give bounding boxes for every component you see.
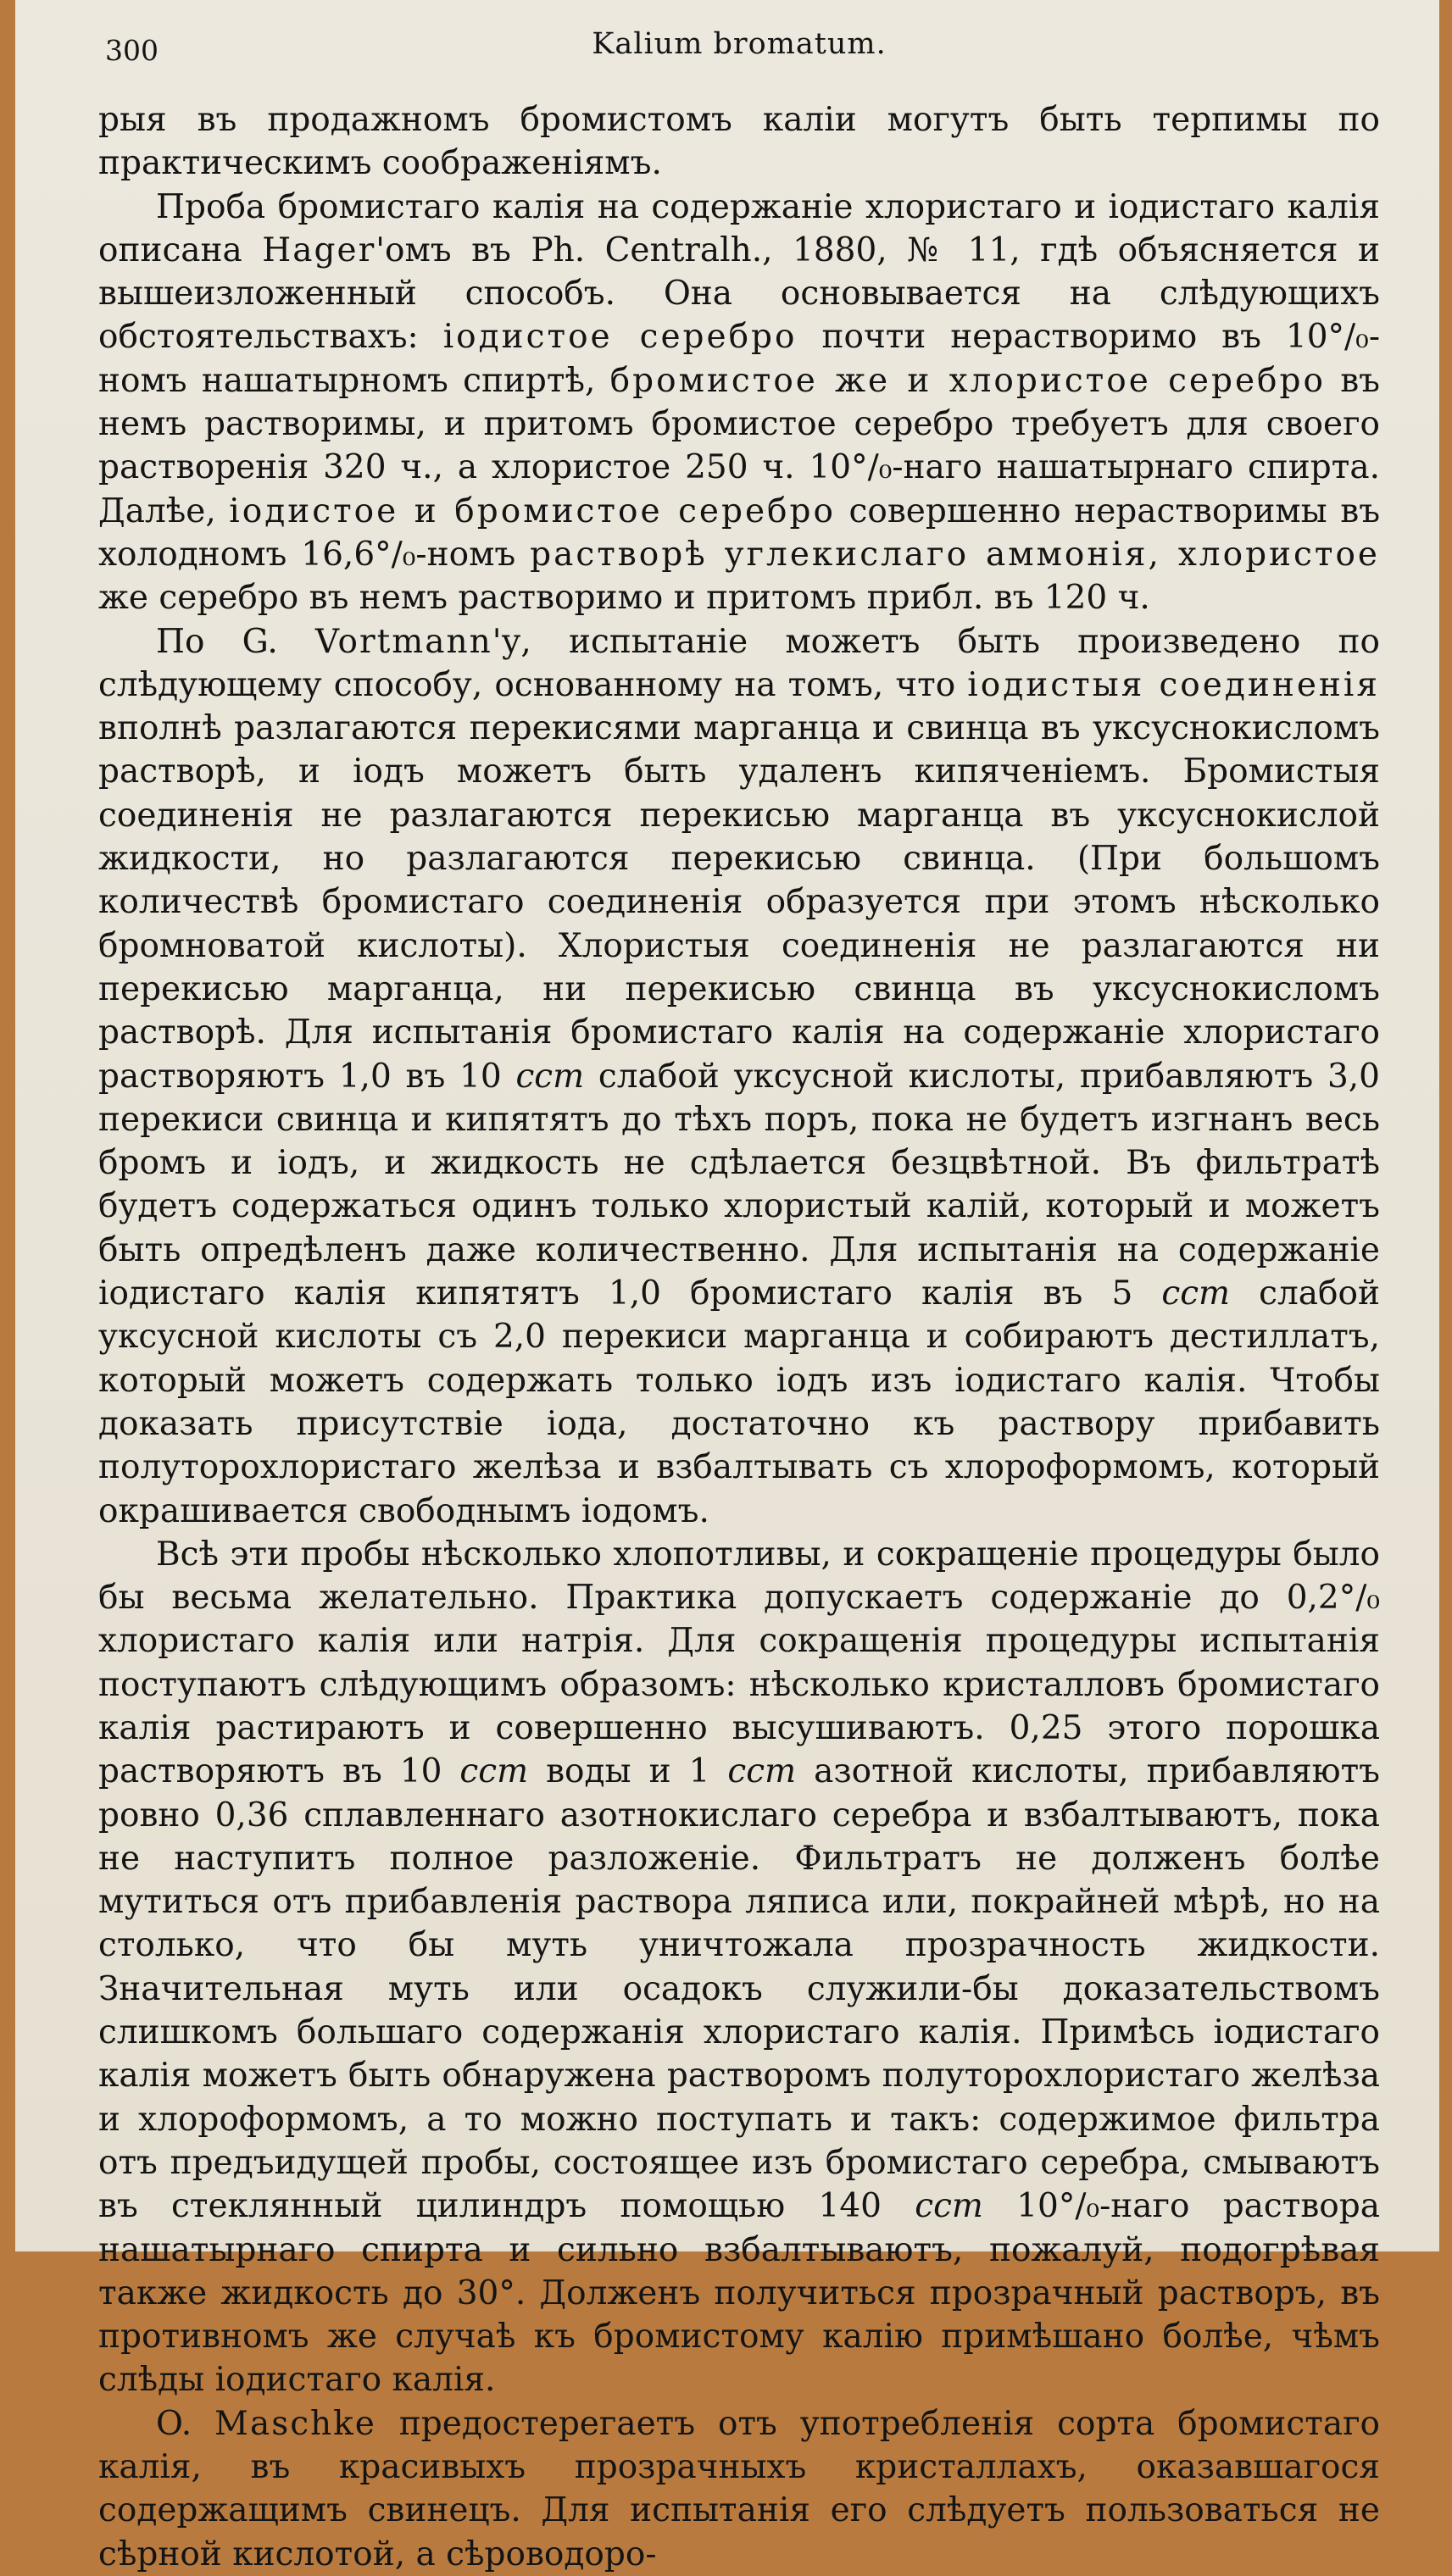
text-run: вполнѣ разлагаются перекисями марганца и свинца въ уксуснокисломъ растворѣ, и іодъ можетъ быть удаленъ кипяченіемъ. Бромистыя соединенія не разлагаются перекисью марганца въ уксуснокислой жидкости, но разлагаются перекисью свинца. (При большомъ количествѣ бромистаго соединенія образуется при этомъ нѣсколько бромноватой кислоты). Хлористыя соединенія не разлагаются ни перекисью марганца, ни перекисью свинца въ уксуснокисломъ растворѣ. Для испытанія бромистаго калія на содержаніе хлористаго растворяютъ 1,0 въ 10 [98,709,1380,1096]
text-run: Проба бромистаго калія на содержаніе хлористаго и іодистаго калія описана [98,187,1380,269]
text-run: слабой уксусной кислоты съ 2,0 перекиси марганца и собираютъ дестиллатъ, который можетъ содержать только іодъ изъ іодистаго калія. Чтобы доказать присутствіе іода, достаточно къ раствору прибавить полуторохлористаго желѣза и взбалтывать съ хлороформомъ, который окрашивается свободнымъ іодомъ. [98,1274,1380,1530]
text-spaced: іодистое серебро [442,318,798,357]
text-run: Всѣ эти пробы нѣсколько хлопотливы, и сокращеніе процедуры было бы весьма желательно. Практика допускаетъ содержаніе до 0,2°/₀ хлористаго калія или натрія. Для сокращенія процедуры испытанія поступаютъ слѣдующимъ образомъ: нѣсколько кристалловъ бромистаго калія растираютъ и совершенно высушиваютъ. 0,25 этого порошка растворяютъ въ 10 [98,1535,1380,1791]
paragraph [98,2402,1380,2576]
text-run: же серебро въ немъ растворимо и притомъ прибл. въ 120 ч. [98,579,1150,618]
text-spaced: іодистое и бромистое серебро [229,491,836,530]
text-run: азотной кислоты, прибавляютъ ровно 0,36 сплавленнаго азотнокислаго серебра и взбалтываютъ, пока не наступитъ полное разложеніе. Фильтратъ не долженъ болѣе мутиться отъ прибавленія раствора ляписа или, покрайней мѣрѣ, но на столько, что бы муть уничтожала прозрачность жидкости. Значительная муть или осадокъ служили-бы доказательствомъ слишкомъ большаго содержанія хлористаго калія. Примѣсь іодистаго калія можетъ быть обнаружена растворомъ полуторохлористаго желѣза и хлороформомъ, а то можно поступать и такъ: содержимое фильтра отъ предъидущей пробы, состоящее изъ бромистаго серебра, смываютъ въ стеклянный цилиндръ помощью 140 [98,1752,1380,2226]
paragraph [98,186,1380,620]
text-it: ccm [1161,1274,1231,1313]
text-name: Vortmann [314,622,492,661]
text-spaced: іодистыя соединенія [967,665,1380,704]
text-run: 'у, испытаніе можетъ быть произведено по слѣдующему способу, основанному на томъ, что [98,622,1380,704]
paragraph [98,620,1380,1533]
paragraph [98,1533,1380,2402]
page-header [98,24,1380,73]
text-run: совершенно нерастворимы въ холодномъ 16,6°/₀-номъ [98,491,1381,574]
text-spaced: бромистое же и хлористое серебро [609,361,1326,400]
body-text [98,98,1380,2576]
running-title: Kalium bromatum. [592,27,887,61]
paragraph [98,98,1380,186]
page-number: 300 [105,34,159,67]
text-run: слабой уксусной кислоты, прибавляютъ 3,0 перекиси свинца и кипятятъ до тѣхъ поръ, пока не будетъ изгнанъ весь бромъ и іодъ, и жидкость не сдѣлается безцвѣтной. Въ фильтратѣ будетъ содержаться одинъ только хлористый калій, который и можетъ быть опредѣленъ даже количественно. Для испытанія на содержаніе іодистаго калія кипятятъ 1,0 бромистаго калія въ 5 [98,1057,1380,1313]
text-run: почти нерастворимо въ 10°/₀-номъ нашатырномъ спиртѣ, [98,318,1380,400]
text-run: въ немъ растворимы, и притомъ бромистое серебро требуетъ для своего растворенія 320 ч., а хлористое 250 ч. 10°/₀-наго нашатырнаго спирта. Далѣе, [98,361,1380,530]
text-name: Hager [262,230,376,269]
text-spaced: растворѣ углекислаго аммонія, хлористое [530,535,1380,574]
text-run: 'омъ въ Ph. Centralh., 1880, № 11, гдѣ объясняется и вышеизложенный способъ. Она основывается на слѣдующихъ обстоятельствахъ: [98,230,1381,357]
text-it: ccm [459,1752,529,1791]
book-page [15,0,1439,2573]
text-run: рыя въ продажномъ бромистомъ каліи могутъ быть терпимы по практическимъ соображеніямъ. [98,101,1380,183]
text-it: ccm [515,1057,585,1096]
text-name: Maschke [214,2404,376,2443]
text-run: По G. [156,622,315,661]
text-it: ccm [727,1752,797,1791]
text-run: 10°/₀-наго раствора нашатырнаго спирта и сильно взбалтываютъ, пожалуй, подогрѣвая также жидкость до 30°. Долженъ получиться прозрачный растворъ, въ противномъ же случаѣ къ бромистому калію примѣшано болѣе, чѣмъ слѣды іодистаго калія. [98,2187,1381,2400]
text-run: предостерегаетъ отъ употребленія сорта бромистаго калія, въ красивыхъ прозрачныхъ кристаллахъ, оказавшагося содержащимъ свинецъ. Для испытанія его слѣдуетъ пользоваться не сѣрной кислотой, а сѣроводоро- [98,2404,1381,2573]
text-it: ccm [915,2187,983,2226]
text-run: O. [156,2404,215,2443]
text-run: воды и 1 [528,1752,728,1791]
